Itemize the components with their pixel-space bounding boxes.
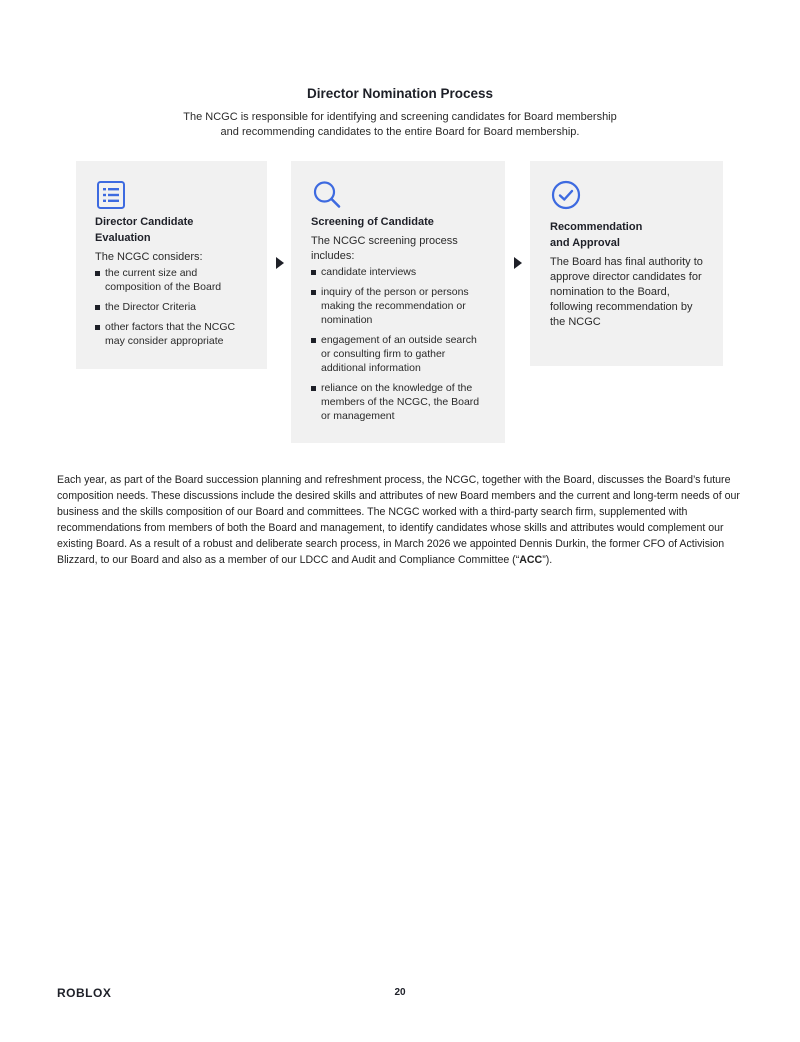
list-item: the Director Criteria: [95, 300, 249, 314]
card-lead: The NCGC screening process includes:: [311, 235, 458, 262]
search-icon: [311, 179, 343, 211]
body-text-before: Each year, as part of the Board succession planning and refreshment process, the NCGC, together with the Board, discusses the Board’s future composition needs. These discussions include the desired skills and attributes of new Board members and the current and long-term needs of our business and the skills composition of our Board and committees. The NCGC worked with a third-party search firm, supplemented with recommendations from members of both the Board and management, to identify candidates whose skills and attributes would complement our existing Board. As a result of a robust and deliberate search process, in March 2026 we appointed Dennis Durkin, the former CFO of Activision Blizzard, to our Board and also as a member of our LDCC and Audit and Compliance Committee (“: [57, 474, 740, 566]
list-item: engagement of an outside search or consulting firm to gather additional information: [311, 333, 487, 375]
list-icon: [95, 179, 127, 211]
arrow-right-icon: [276, 257, 284, 269]
card-director-candidate-evaluation: [76, 161, 267, 369]
card-title-line-1: Director Candidate: [95, 216, 194, 228]
card-title-line-2: and Approval: [550, 237, 620, 249]
subtitle-line-1: The NCGC is responsible for identifying and screening candidates for Board membership: [183, 111, 617, 123]
card-recommendation-and-approval: [530, 161, 723, 366]
list-item: reliance on the knowledge of the members of the NCGC, the Board or management: [311, 381, 487, 423]
body-bold-term: ACC: [519, 554, 543, 566]
card-title: [95, 214, 249, 246]
card-title: Screening of Candidate: [311, 216, 434, 228]
check-circle-icon: [550, 179, 582, 211]
card-screening-of-candidate: [291, 161, 505, 443]
list-item: the current size and composition of the Board: [95, 266, 249, 294]
list-item: candidate interviews: [311, 265, 487, 279]
subtitle-line-2: and recommending candidates to the entire Board for Board membership.: [220, 126, 580, 138]
card-bullet-list: [95, 266, 249, 348]
card-title-line-1: Recommendation: [550, 221, 643, 233]
card-bullet-list: [311, 265, 487, 423]
body-paragraph: [57, 472, 747, 568]
roblox-logo: ROBLOX: [57, 986, 112, 1000]
list-item: other factors that the NCGC may consider appropriate: [95, 320, 249, 348]
card-title: [550, 219, 705, 251]
body-text-after: ”).: [542, 554, 553, 566]
card-lead: The Board has final authority to approve director candidates for nomination to the Board, following recommendation by the NCGC: [550, 256, 703, 328]
arrow-right-icon: [514, 257, 522, 269]
list-item: inquiry of the person or persons making the recommendation or nomination: [311, 285, 487, 327]
page-title: Director Nomination Process: [306, 86, 494, 101]
card-lead: The NCGC considers:: [95, 251, 203, 263]
page-number: 20: [394, 987, 406, 998]
card-title-line-2: Evaluation: [95, 232, 151, 244]
page-subtitle: [150, 110, 650, 140]
